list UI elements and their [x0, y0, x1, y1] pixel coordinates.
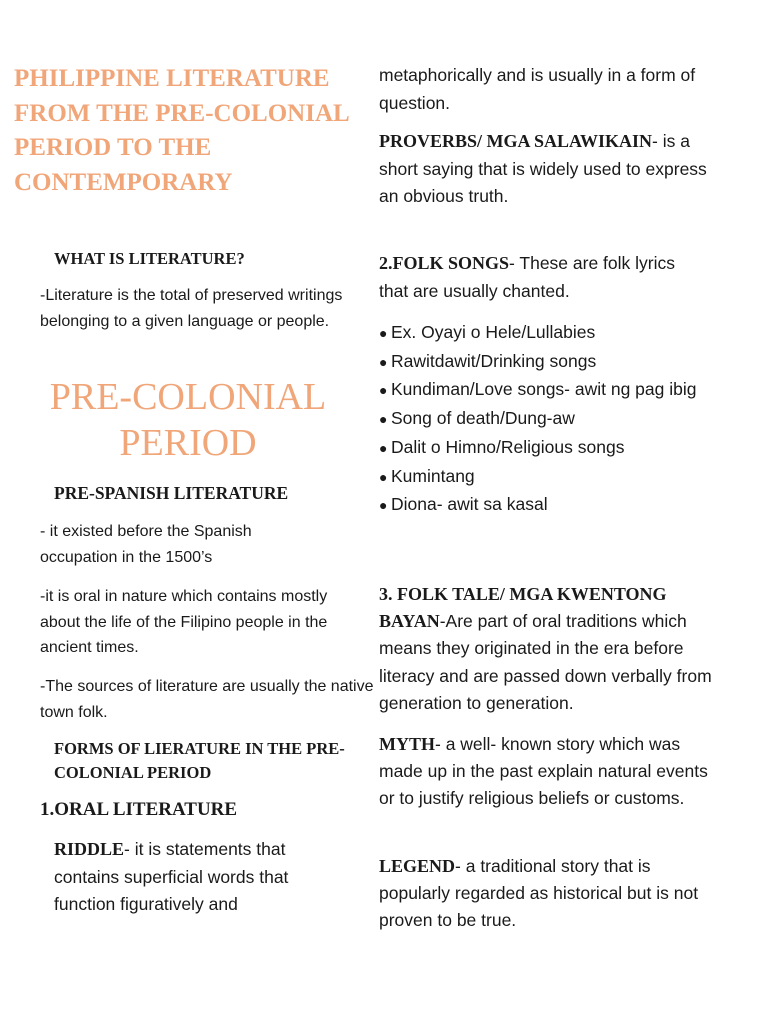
- forms-of-literature-heading: FORMS OF LIERATURE IN THE PRE-COLONIAL PERIOD: [54, 739, 345, 782]
- bullet-icon: ●: [379, 382, 388, 399]
- folk-songs-paragraph: [379, 250, 709, 305]
- list-item: ● Rawitdawit/Drinking songs: [379, 348, 709, 377]
- bullet-icon: ●: [379, 353, 388, 370]
- pre-spanish-paragraph-2: -it is oral in nature which contains mostly about the life of the Filipino people in the ancient times.: [40, 588, 328, 656]
- bullet-icon: ●: [379, 468, 388, 485]
- legend-text: - a traditional story that is popularly regarded as historical but is not proven to be true.: [379, 856, 699, 931]
- bullet-icon: ●: [379, 411, 388, 428]
- folk-songs-list: [379, 319, 709, 520]
- pre-spanish-paragraph-3: -The sources of literature are usually the native town folk.: [40, 678, 374, 721]
- list-item: ● Ex. Oyayi o Hele/Lullabies: [379, 319, 709, 348]
- folk-tale-paragraph: [379, 581, 714, 717]
- folk-songs-text: - These are folk lyrics that are usually chanted.: [379, 253, 676, 301]
- bullet-icon: ●: [379, 497, 388, 514]
- myth-paragraph: [379, 731, 714, 813]
- riddle-continuation: metaphorically and is usually in a form of question.: [379, 65, 696, 113]
- folk-songs-label: 2.FOLK SONGS: [379, 253, 510, 273]
- proverbs-paragraph: [379, 128, 709, 211]
- legend-paragraph: [379, 853, 714, 935]
- literature-definition: -Literature is the total of preserved writings belonging to a given language or people.: [40, 287, 343, 330]
- folk-tale-text: -Are part of oral traditions which means they originated in the era before literacy and are passed down verbally from generation to generation.: [379, 611, 712, 713]
- pre-colonial-period-title: PRE-COLONIAL PERIOD: [49, 376, 327, 464]
- bullet-icon: ●: [379, 325, 388, 341]
- proverbs-label: PROVERBS/ MGA SALAWIKAIN: [379, 131, 653, 151]
- riddle-text: - it is statements that contains superficial words that function figuratively and: [54, 839, 289, 915]
- myth-label: MYTH: [379, 734, 435, 754]
- list-item: ● Song of death/Dung-aw: [379, 405, 709, 434]
- list-item: ● Kumintang: [379, 463, 709, 492]
- proverbs-text: - is a short saying that is widely used to express an obvious truth.: [379, 131, 707, 207]
- oral-literature-heading: 1.ORAL LITERATURE: [40, 799, 238, 820]
- riddle-label: RIDDLE: [54, 839, 125, 859]
- pre-spanish-paragraph-1: - it existed before the Spanish occupation in the 1500’s: [40, 523, 252, 566]
- list-item: ● Kundiman/Love songs- awit ng pag ibig: [379, 376, 709, 405]
- myth-text: - a well- known story which was made up in the past explain natural events or to justify religious beliefs or customs.: [379, 734, 708, 809]
- what-is-literature-heading: WHAT IS LITERATURE?: [54, 249, 245, 268]
- folk-tale-label: 3. FOLK TALE/ MGA KWENTONG BAYAN: [379, 584, 667, 632]
- document-title: PHILIPPINE LITERATURE FROM THE PRE-COLONIAL PERIOD TO THE CONTEMPORARY: [14, 65, 349, 196]
- riddle-paragraph: [54, 836, 354, 919]
- legend-label: LEGEND: [379, 856, 456, 876]
- list-item: ● Dalit o Himno/Religious songs: [379, 434, 709, 463]
- list-item: ● Diona- awit sa kasal: [379, 491, 709, 520]
- bullet-icon: ●: [379, 439, 388, 456]
- pre-spanish-literature-heading: PRE-SPANISH LITERATURE: [54, 483, 289, 503]
